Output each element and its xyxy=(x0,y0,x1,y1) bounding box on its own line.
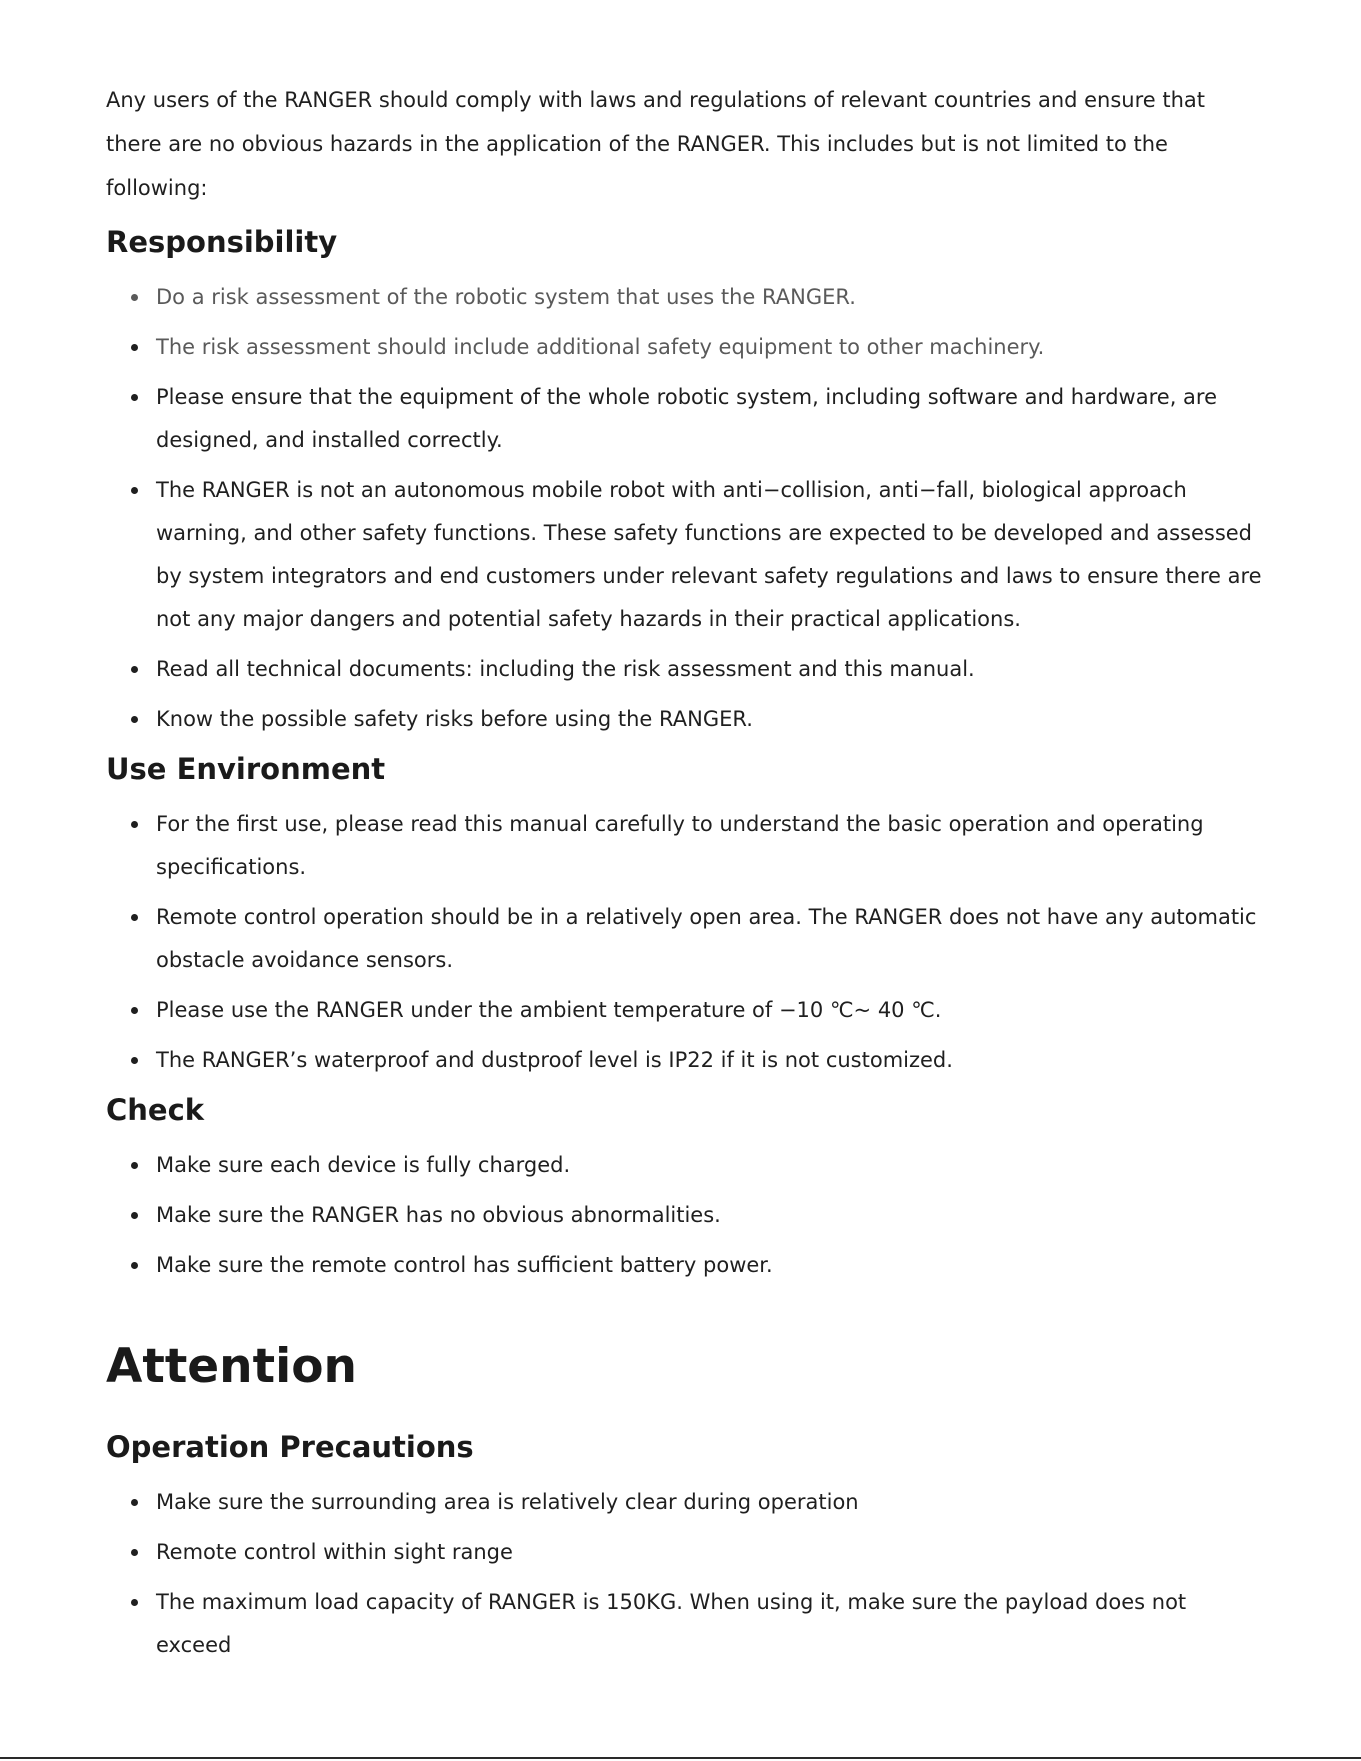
bullet-icon xyxy=(131,1599,138,1606)
list-item: Know the possible safety risks before using the RANGER. xyxy=(106,698,1266,741)
bullet-icon xyxy=(131,1162,138,1169)
list-item: Make sure the remote control has sufficient battery power. xyxy=(106,1244,1266,1287)
list-item: The RANGER is not an autonomous mobile robot with anti−collision, anti−fall, biological approach warning, and other safety functions. These safety functions are expected to be developed and assessed by system integrators and end customers under relevant safety regulations and laws to ensure there are not any major dangers and potential safety hazards in their practical applications. xyxy=(106,469,1266,641)
bullet-icon xyxy=(131,1212,138,1219)
bullet-icon xyxy=(131,1262,138,1269)
check-heading: Check xyxy=(106,1093,205,1127)
list-item: Please ensure that the equipment of the whole robotic system, including software and hardware, are designed, and installed correctly. xyxy=(106,376,1266,462)
list-item: Read all technical documents: including the risk assessment and this manual. xyxy=(106,648,1266,691)
list-item: Please use the RANGER under the ambient temperature of −10 ℃~ 40 ℃. xyxy=(106,989,1266,1032)
list-item: Make sure the RANGER has no obvious abnormalities. xyxy=(106,1194,1266,1237)
page-bottom-rule xyxy=(0,1757,1361,1759)
list-item: The maximum load capacity of RANGER is 150KG. When using it, make sure the payload does not exceed xyxy=(106,1581,1266,1667)
list-item: The RANGER’s waterproof and dustproof level is IP22 if it is not customized. xyxy=(106,1039,1266,1082)
bullet-icon xyxy=(131,1057,138,1064)
responsibility-list xyxy=(106,276,1266,741)
intro-paragraph: Any users of the RANGER should comply with laws and regulations of relevant countries and ensure that there are no obvious hazards in the application of the RANGER. This includes but is not limited to the following: xyxy=(106,88,1206,200)
list-item: Make sure the surrounding area is relatively clear during operation xyxy=(106,1481,1266,1524)
list-item: Remote control within sight range xyxy=(106,1531,1266,1574)
use-environment-heading: Use Environment xyxy=(106,752,386,786)
check-list xyxy=(106,1144,1266,1287)
operation-precautions-list xyxy=(106,1481,1266,1667)
bullet-icon xyxy=(131,1549,138,1556)
bullet-icon xyxy=(131,294,138,301)
bullet-icon xyxy=(131,914,138,921)
attention-heading: Attention xyxy=(106,1339,357,1394)
bullet-icon xyxy=(131,1499,138,1506)
list-item: Make sure each device is fully charged. xyxy=(106,1144,1266,1187)
list-item: Do a risk assessment of the robotic system that uses the RANGER. xyxy=(106,276,1266,319)
bullet-icon xyxy=(131,821,138,828)
list-item: The risk assessment should include additional safety equipment to other machinery. xyxy=(106,326,1266,369)
bullet-icon xyxy=(131,344,138,351)
bullet-icon xyxy=(131,666,138,673)
responsibility-heading: Responsibility xyxy=(106,225,338,259)
document-page xyxy=(106,78,1266,1674)
operation-precautions-heading: Operation Precautions xyxy=(106,1430,474,1464)
bullet-icon xyxy=(131,1007,138,1014)
bullet-icon xyxy=(131,487,138,494)
list-item: For the first use, please read this manual carefully to understand the basic operation and operating specifications. xyxy=(106,803,1266,889)
list-item: Remote control operation should be in a relatively open area. The RANGER does not have any automatic obstacle avoidance sensors. xyxy=(106,896,1266,982)
bullet-icon xyxy=(131,716,138,723)
bullet-icon xyxy=(131,394,138,401)
use-environment-list xyxy=(106,803,1266,1082)
